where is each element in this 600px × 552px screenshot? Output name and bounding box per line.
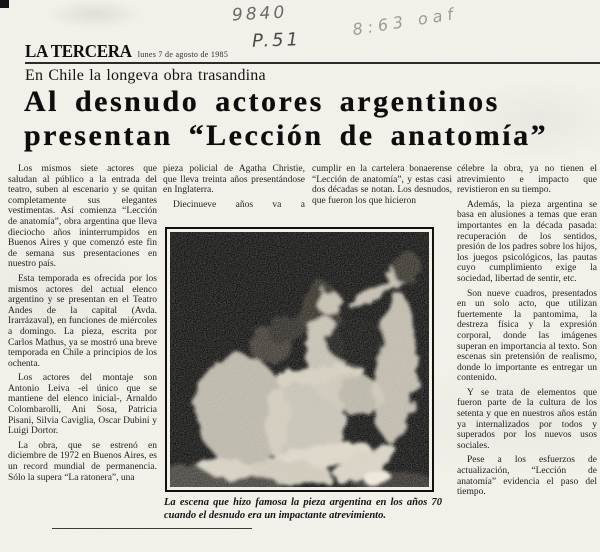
- stage-photo-illustration: [170, 232, 429, 487]
- paragraph: Diecinueve años va a: [173, 199, 305, 210]
- halftone-grain: [170, 232, 429, 487]
- scan-corner-mark: [0, 0, 9, 8]
- photo-caption: La escena que hizo famosa la pieza argentina en los años 70 cuando el desnudo era un impactante atrevimiento.: [164, 497, 442, 521]
- paragraph: Son nueve cuadros, presentados en un solo acto, que utilizan fuertemente la pantomima, la destreza física y la expresión corporal, donde las imágenes superan en importancia al texto. Son escenas sin pretensión de realismo, donde lo importante es entregar un contenido.: [457, 288, 597, 384]
- headline-line-2: presentan “Lección de anatomía”: [24, 119, 549, 152]
- article-column-4: [457, 164, 597, 502]
- paragraph: pieza policial de Agatha Christie, que lleva treinta años presentándose en Inglaterra.: [163, 164, 305, 196]
- photo-frame: [165, 227, 434, 492]
- issue-date: lunes 7 de agosto de 1985: [137, 50, 229, 59]
- masthead-rule: [25, 62, 600, 64]
- article-column-1: [8, 164, 157, 487]
- paragraph: Los mismos siete actores que saludan al público a la entrada del teatro, suben al escenario y se quitan completamente sus elegantes vestimentas. Así comienza “Lección de anatomía”, obra argentina que lleva dieciocho años ininterrumpidos en Buenos Aires y que comenzó este fin de semana sus presentaciones en nuestro país.: [8, 164, 157, 270]
- handwritten-note: 8:63 oaf: [351, 3, 460, 40]
- paragraph: La obra, que se estrenó en diciembre de 1972 en Buenos Aires, es un record mundial de permanencia. Sólo la supera “La ratonera”, una: [8, 440, 157, 483]
- kicker: En Chile la longeva obra trasandina: [25, 67, 266, 84]
- paragraph: Los actores del montaje son Antonio Leiva -el único que se mantiene del elenco inicial-, Arnaldo Colombarolli, Ani Sosa, Patricia Pisani, Silvia Caviglia, Oscar Dubini y Luigi Dortor.: [8, 373, 157, 437]
- bottom-rule: [52, 528, 252, 529]
- masthead: [25, 42, 228, 62]
- paragraph: Pese a los esfuerzos de actualización, “Lección de anatomía” evidencia el paso del tiempo.: [457, 455, 597, 498]
- article-column-2: [163, 164, 305, 214]
- paragraph: Y se trata de elementos que fueron parte de la cultura de los setenta y que en nuestros años están ya internalizados por todos y superados por los nuevos usos sociales.: [457, 387, 597, 451]
- newspaper-name: LA TERCERA: [25, 41, 132, 62]
- handwritten-page-number: P.51: [251, 29, 302, 52]
- paragraph: Esta temporada es ofrecida por los mismos actores del actual elenco argentino y se presentan en el Teatro Andes de la capital (Avda. Irarrázaval), en funciones de miércoles a domingo. La pieza, escrita por Carlos Mathus, ya se mostró una breve temporada en Chile a principios de los ochenta.: [8, 273, 157, 369]
- headline: [24, 85, 600, 153]
- paragraph: cumplir en la cartelera bonaerense “Lección de anatomía”, y estas casi dos décadas se notan. Los desnudos, que fueron los que hicieron: [312, 164, 452, 206]
- stage-photo: [170, 232, 429, 487]
- paragraph: Además, la pieza argentina se basa en alusiones a temas que eran importantes en la década pasada: recuperación de los sentidos, presión de los padres sobre los hijos, los juegos psicológicos, las pautas cuyo cumplimiento exige la sociedad, libertad de sentir, etc.: [457, 199, 597, 284]
- paragraph: célebre la obra, ya no tienen el atrevimiento e impacto que revistieron en su tiempo.: [457, 164, 597, 196]
- headline-line-1: Al desnudo actores argentinos: [24, 85, 500, 118]
- handwritten-code: 9840: [231, 2, 288, 26]
- article-column-3: [312, 164, 452, 210]
